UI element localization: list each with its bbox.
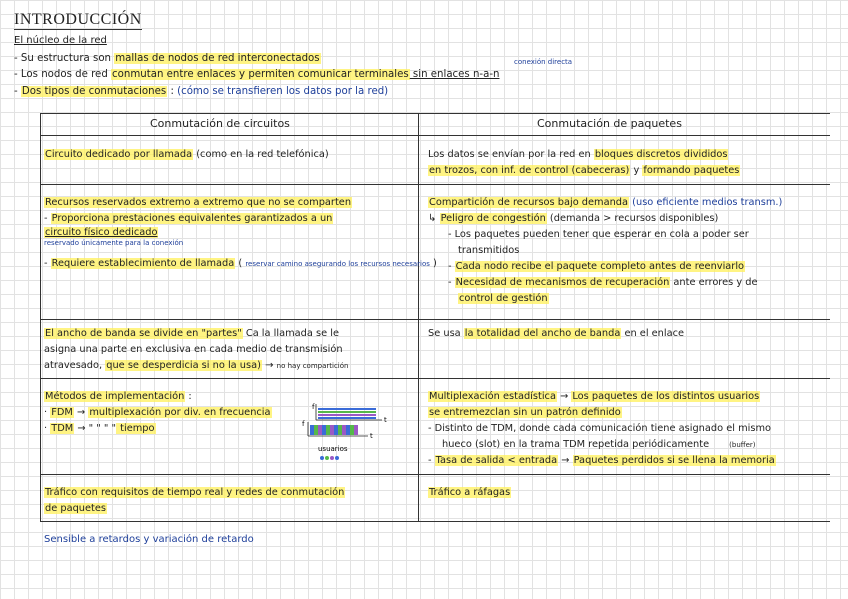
tdm-axis-t: t [370,432,373,440]
user-dot-green [325,456,329,460]
row2-left: Recursos reservados extremo a extremo que no se comparten - Proporciona prestaciones equivalentes garantizados a un circuito físico dedicado reservado únicamente para la conexión - Requiere establecimiento de llamada ( reservar camino asegurando los recursos necesarios ) [44,197,437,269]
tdm-slot [338,425,342,435]
tdm-slot [326,425,330,435]
user-dot-blue [320,456,324,460]
table-bottom-border [40,521,830,522]
bullet-nodos: - Los nodos de red conmutan entre enlaces y permiten comunicar terminales sin enlaces n-a-n [14,69,500,80]
row5-right: Tráfico a ráfagas [429,487,511,498]
tdm-axis-f: f [302,420,305,428]
row3-left: El ancho de banda se divide en "partes" Ca la llamada se le asigna una parte en exclusiva en cada medio de transmisión atravesado, que se desperdicia si no la usa) → no hay compartición [44,328,349,371]
tdm-slot [354,425,358,435]
table-column-divider [418,113,419,521]
bullet-estructura: - Su estructura son mallas de nodos de red interconectados [14,53,320,64]
tdm-slot [310,425,314,435]
table-top-border [40,113,830,114]
tdm-slot [318,425,322,435]
bullet-tipos: - Dos tipos de conmutaciones : (cómo se transfieren los datos por la red) [14,86,389,97]
row2-right: Compartición de recursos bajo demanda (uso eficiente medios transm.) ↳ Peligro de congestión (demanda > recursos disponibles) - Los paquetes pueden tener que esperar en cola a poder ser transmitidos - Cada nodo recibe el paquete completo antes de reenviarlo - Necesidad de mecanismos de recuperación ante errores y de control de gestión [428,197,783,304]
user-dot-purple [330,456,334,460]
row-divider [40,319,830,320]
row-divider [40,474,830,475]
fdm-axis-t: t [384,416,387,424]
row1-left: Circuito dedicado por llamada (como en la red telefónica) [45,149,329,160]
user-dot-blue [335,456,339,460]
note-conexion-directa: conexión directa [514,58,573,66]
row-divider [40,184,830,185]
section-subtitle: El núcleo de la red [14,35,107,46]
tdm-slot [342,425,346,435]
fdm-band-3 [318,414,376,416]
tdm-slot [350,425,354,435]
fdm-band-1 [318,408,376,410]
page-title: INTRODUCCIÓN [14,11,142,28]
table-left-border [40,113,41,521]
tdm-slot [346,425,350,435]
fdm-axis-f: f [312,403,315,411]
tdm-slot [334,425,338,435]
row1-right: Los datos se envían por la red en bloques discretos divididos en trozos, con inf. de control (cabeceras) y formando paquetes [428,149,740,176]
multiplexing-diagram [300,400,400,464]
row-divider [40,378,830,379]
row4-right: Multiplexación estadística → Los paquetes de los distintos usuarios se entremezclan sin un patrón definido - Distinto de TDM, donde cada comunicación tiene asignado el mismo hueco (slot) en la trama TDM repetida periódicamente (buffer) - Tasa de salida < entrada → Paquetes perdidos si se llena la memoria [428,391,775,466]
tdm-slot [322,425,326,435]
row5-left: Tráfico con requisitos de tiempo real y redes de conmutación de paquetes [45,487,345,514]
fdm-band-2 [318,411,376,413]
footer-note: Sensible a retardos y variación de retardo [44,534,254,545]
tdm-slot [330,425,334,435]
fdm-band-4 [318,417,376,419]
tdm-slot [314,425,318,435]
row4-left: Métodos de implementación : · FDM → multiplexación por div. en frecuencia · TDM → " " " " tiempo [44,391,271,434]
usuarios-label: usuarios [318,445,348,453]
header-circuitos: Conmutación de circuitos [150,117,290,130]
table-header-divider [40,135,830,136]
row3-right: Se usa la totalidad del ancho de banda en el enlace [428,328,685,339]
header-paquetes: Conmutación de paquetes [537,117,682,130]
